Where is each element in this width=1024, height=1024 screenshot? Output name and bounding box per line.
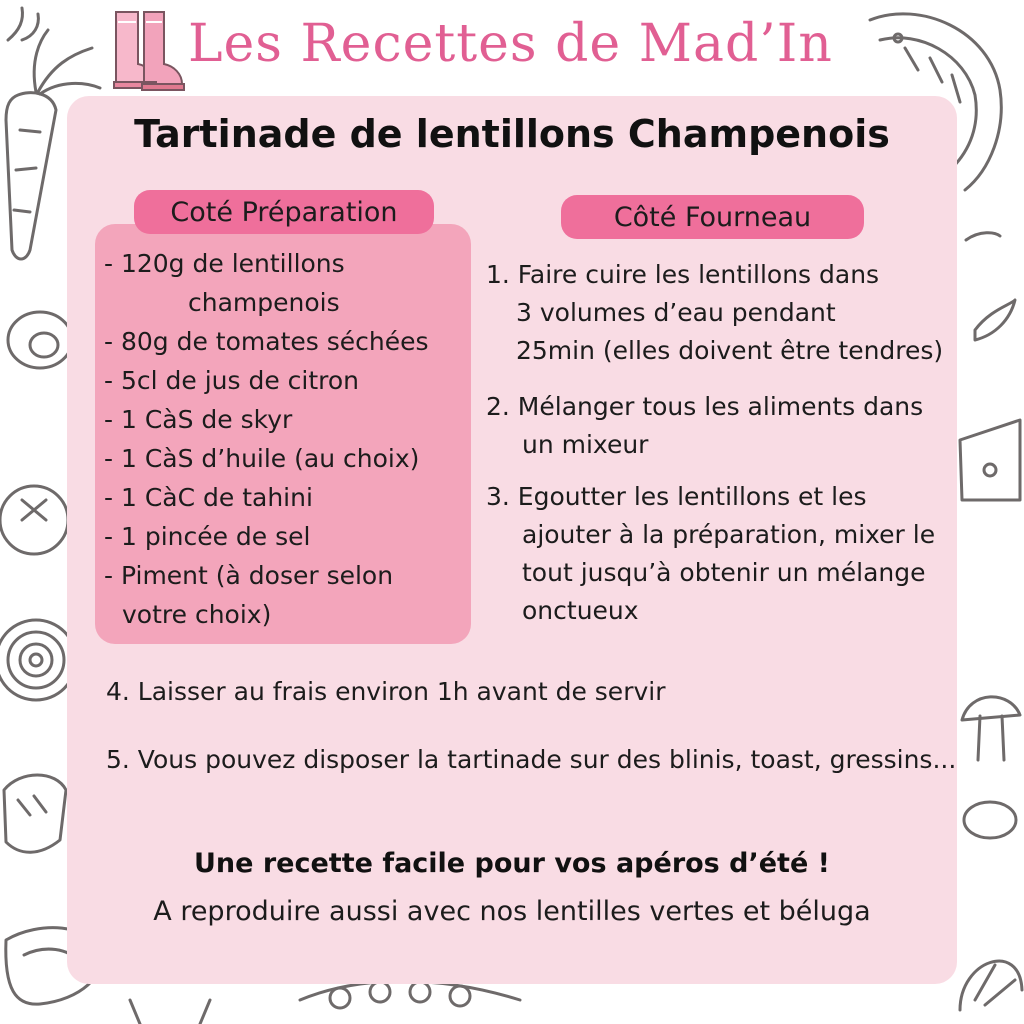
stove-steps [486, 256, 946, 630]
footer-tagline: Une recette facile pour vos apéros d’été ! [194, 848, 830, 879]
step-3-line: ajouter à la préparation, mixer le [522, 520, 936, 549]
mug-icon [130, 1000, 210, 1024]
ingredient-item: - 1 pincée de sel [104, 522, 311, 551]
step-3-line: onctueux [522, 596, 639, 625]
preparation-heading: Coté Préparation [134, 190, 434, 234]
step-1-line: 3 volumes d’eau pendant [516, 298, 836, 327]
footer-note: A reproduire aussi avec nos lentilles vertes et béluga [153, 896, 871, 927]
step-3-line: tout jusqu’à obtenir un mélange [522, 558, 926, 587]
bean-icon [964, 802, 1016, 838]
step-2-line: un mixeur [522, 430, 649, 459]
recipe-title: Tartinade de lentillons Champenois [134, 112, 890, 156]
ingredient-item: - Piment (à doser selon [104, 561, 394, 590]
site-title: Les Recettes de Mad’In [188, 14, 833, 74]
rain-boots-icon [104, 4, 194, 96]
header [0, 0, 1024, 100]
bread-icon [4, 775, 66, 852]
step-2-line: 2. Mélanger tous les aliments dans [486, 392, 924, 421]
ingredient-item: - 120g de lentillons [104, 249, 345, 278]
step-1-line: 1. Faire cuire les lentillons dans [486, 260, 880, 289]
ingredient-item: - 1 CàS de skyr [104, 405, 293, 434]
ingredient-list [104, 244, 474, 634]
tomato-icon [0, 486, 68, 554]
ingredient-item: - 80g de tomates séchées [104, 327, 429, 356]
leaf-icon [966, 233, 1000, 240]
leaf-icon [975, 300, 1015, 340]
lemon-icon [960, 961, 1022, 1010]
cheese-icon [960, 420, 1020, 500]
ingredient-item: - 5cl de jus de citron [104, 366, 360, 395]
step-3-line: 3. Egoutter les lentillons et les [486, 482, 867, 511]
stove-heading: Côté Fourneau [561, 195, 864, 239]
egg-icon [8, 312, 72, 368]
pea-pod-icon [300, 981, 520, 1008]
step-1-line: 25min (elles doivent être tendres) [516, 336, 944, 365]
mushroom-icon [962, 697, 1020, 760]
ingredient-item: votre choix) [122, 600, 272, 629]
ingredient-item: champenois [188, 288, 340, 317]
step-5: 5. Vous pouvez disposer la tartinade sur des blinis, toast, gressins... [106, 745, 957, 774]
ingredient-item: - 1 CàC de tahini [104, 483, 313, 512]
ingredient-item: - 1 CàS d’huile (au choix) [104, 444, 420, 473]
step-4: 4. Laisser au frais environ 1h avant de servir [106, 677, 666, 706]
onion-icon [0, 620, 76, 700]
